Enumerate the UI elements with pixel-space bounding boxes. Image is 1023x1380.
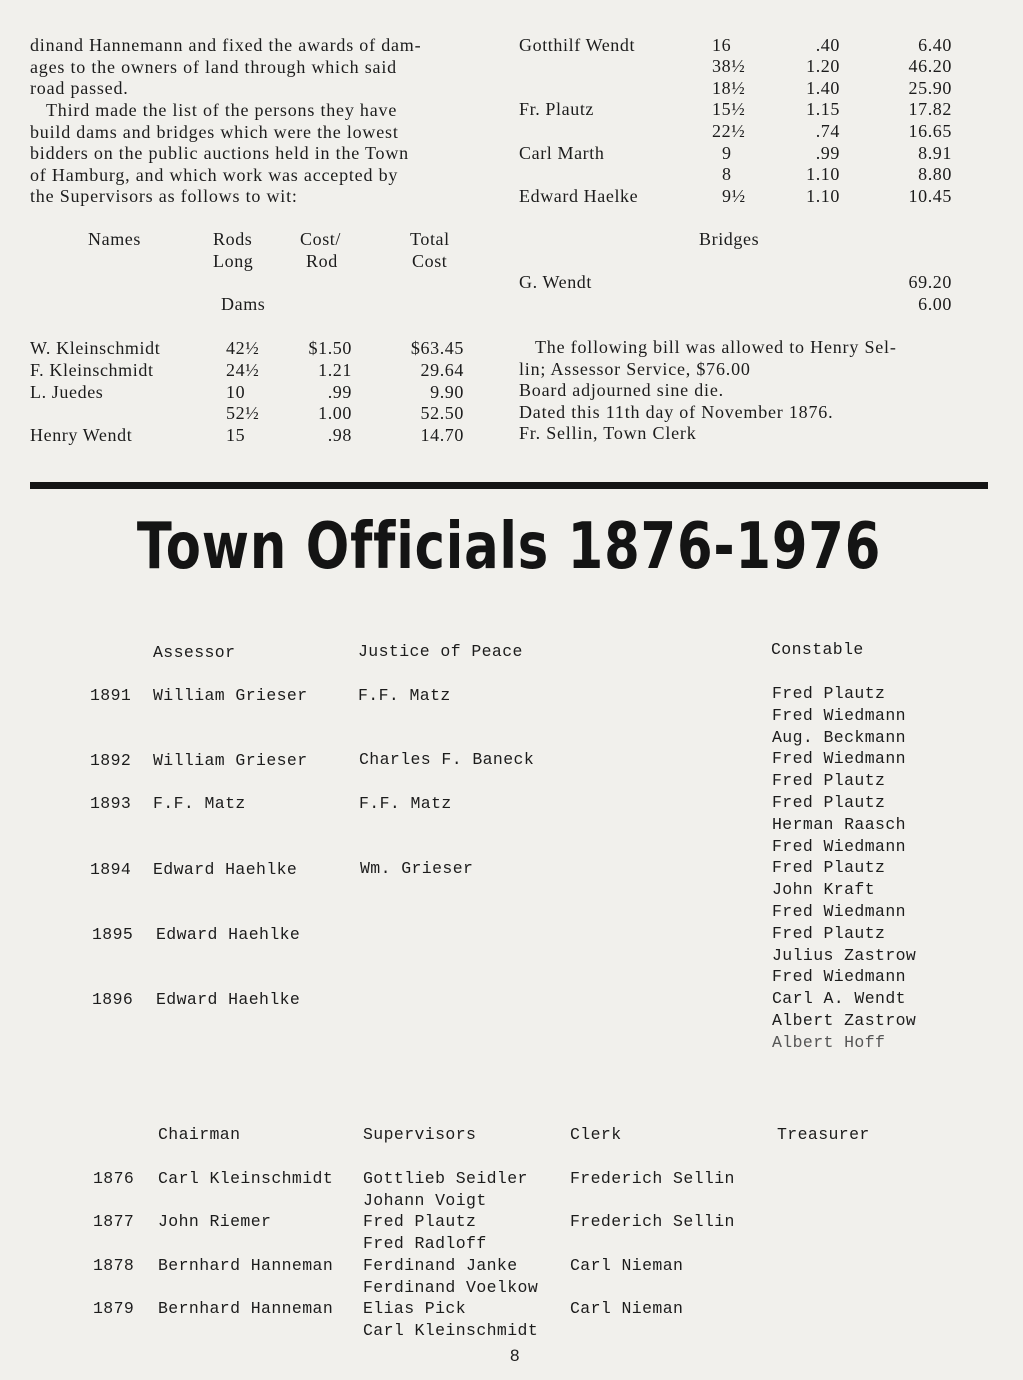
row-justice: Charles F. Baneck [359, 750, 535, 769]
list-item: Albert Zastrow [772, 1010, 917, 1030]
row-clerk: Frederich Sellin [570, 1169, 735, 1188]
row-supervisor: Gottlieb Seidler [363, 1169, 528, 1188]
header-total: Total [410, 229, 450, 249]
row-total: 8.80 [918, 164, 952, 184]
row-name: W. Kleinschmidt [30, 338, 161, 358]
dams-label: Dams [221, 294, 266, 314]
third-paragraph [30, 100, 409, 208]
row-year: 1891 [90, 686, 132, 705]
row-chairman: John Riemer [158, 1212, 272, 1231]
header-supervisors: Supervisors [363, 1125, 477, 1144]
text-line: the Supervisors as follows to wit: [30, 186, 298, 207]
row-assessor: Edward Haehlke [156, 925, 301, 944]
header-rod: Rod [306, 251, 338, 271]
row-cost: .99 [815, 143, 840, 163]
list-item: Fred Plautz [772, 771, 886, 791]
row-cost: $1.50 [308, 338, 352, 358]
row-rods: 9 [722, 143, 732, 163]
row-rods: 52½ [226, 403, 260, 423]
row-justice: F.F. Matz [358, 686, 451, 705]
header-assessor: Assessor [153, 643, 236, 662]
header-treasurer: Treasurer [777, 1125, 870, 1144]
header-cost2: Cost [412, 251, 448, 271]
constable-list [772, 683, 916, 1054]
header-names: Names [88, 229, 141, 249]
text-line: Third made the list of the persons they have [46, 100, 398, 120]
row-assessor: Edward Haehlke [156, 990, 301, 1009]
text-line: dinand Hannemann and fixed the awards of dam- [30, 35, 422, 55]
row-supervisor: Elias Pick [363, 1299, 467, 1318]
text-line: build dams and bridges which were the lowest [30, 121, 399, 142]
horizontal-rule [30, 482, 988, 489]
text-line: bidders on the public auctions held in the Town [30, 143, 409, 164]
row-rods: 15½ [712, 99, 746, 119]
row-chairman: Bernhard Hanneman [158, 1256, 334, 1275]
text-line: road passed. [30, 78, 129, 99]
text-line: Dated this 11th day of November 1876. [519, 401, 834, 422]
row-supervisor: Carl Kleinschmidt [363, 1321, 539, 1340]
row-total: $63.45 [410, 338, 464, 358]
row-name: Carl Marth [519, 143, 605, 163]
row-year: 1878 [93, 1256, 135, 1275]
row-assessor: F.F. Matz [153, 794, 246, 813]
row-supervisor: Fred Radloff [363, 1234, 487, 1253]
header-chairman: Chairman [158, 1125, 241, 1144]
row-cost: 1.00 [318, 403, 352, 423]
row-year: 1892 [90, 751, 132, 770]
row-clerk: Frederich Sellin [570, 1212, 735, 1231]
row-cost: 1.40 [806, 78, 840, 98]
row-name: L. Juedes [30, 382, 104, 402]
row-cost: .98 [327, 425, 352, 445]
row-supervisor: Ferdinand Janke [363, 1256, 518, 1275]
row-cost: 1.21 [318, 360, 352, 380]
row-assessor: Edward Haehlke [153, 860, 298, 879]
list-item: Fred Wiedmann [772, 749, 906, 769]
row-assessor: William Grieser [153, 751, 308, 770]
row-total: 6.40 [918, 35, 952, 55]
row-name: Henry Wendt [30, 425, 133, 445]
list-item: John Kraft [772, 880, 876, 900]
list-item: Fred Plautz [772, 792, 886, 812]
row-chairman: Bernhard Hanneman [158, 1299, 334, 1318]
row-cost: 1.20 [806, 56, 840, 76]
row-rods: 38½ [712, 56, 746, 76]
row-cost: .99 [327, 382, 352, 402]
list-item: Aug. Beckmann [772, 727, 906, 747]
header-long: Long [213, 251, 254, 271]
row-name: Gotthilf Wendt [519, 35, 636, 55]
row-rods: 18½ [712, 78, 746, 98]
text-line: ages to the owners of land through which said [30, 56, 397, 77]
row-total: 10.45 [908, 186, 952, 206]
row-year: 1877 [93, 1212, 135, 1231]
bridge-amount: 69.20 [908, 272, 952, 292]
row-assessor: William Grieser [153, 686, 308, 705]
list-item: Albert Hoff [772, 1032, 886, 1052]
row-supervisor: Johann Voigt [363, 1191, 487, 1210]
row-rods: 24½ [226, 360, 260, 380]
row-cost: .74 [815, 121, 840, 141]
row-supervisor: Fred Plautz [363, 1212, 477, 1231]
row-rods: 22½ [712, 121, 746, 141]
row-cost: 1.10 [806, 186, 840, 206]
row-clerk: Carl Nieman [570, 1299, 684, 1318]
list-item: Fred Plautz [772, 858, 886, 878]
bridge-name: G. Wendt [519, 272, 593, 292]
bridge-amount: 6.00 [918, 294, 952, 314]
row-total: 52.50 [420, 403, 464, 423]
row-cost: 1.10 [806, 164, 840, 184]
bridges-label: Bridges [699, 229, 760, 249]
row-cost: 1.15 [806, 99, 840, 119]
row-name: Edward Haelke [519, 186, 639, 206]
text-line: lin; Assessor Service, $76.00 [519, 358, 751, 379]
row-total: 8.91 [918, 143, 952, 163]
row-total: 16.65 [908, 121, 952, 141]
row-rods: 9½ [722, 186, 746, 206]
row-year: 1879 [93, 1299, 135, 1318]
list-item: Fred Wiedmann [772, 836, 906, 856]
intro-paragraph [30, 35, 421, 100]
row-justice: F.F. Matz [359, 794, 452, 813]
row-total: 46.20 [908, 56, 952, 76]
row-cost: .40 [815, 35, 840, 55]
row-year: 1894 [90, 860, 132, 879]
list-item: Fred Wiedmann [772, 705, 906, 725]
row-chairman: Carl Kleinschmidt [158, 1169, 334, 1188]
row-total: 14.70 [420, 425, 464, 445]
row-total: 29.64 [420, 360, 464, 380]
page-number: 8 [510, 1346, 520, 1365]
row-name: F. Kleinschmidt [30, 360, 154, 380]
header-rods: Rods [213, 229, 253, 249]
list-item: Julius Zastrow [772, 945, 917, 965]
row-supervisor: Ferdinand Voelkow [363, 1278, 539, 1297]
row-year: 1893 [90, 794, 132, 813]
list-item: Carl A. Wendt [772, 989, 906, 1009]
row-year: 1896 [92, 990, 134, 1009]
row-name: Fr. Plautz [519, 99, 595, 119]
text-line: Board adjourned sine die. [519, 380, 724, 401]
closing-paragraph [519, 337, 897, 445]
row-rods: 10 [226, 382, 246, 402]
list-item: Fred Plautz [772, 923, 886, 943]
row-rods: 16 [712, 35, 732, 55]
row-total: 9.90 [430, 382, 464, 402]
row-rods: 8 [722, 164, 732, 184]
row-total: 25.90 [908, 78, 952, 98]
list-item: Herman Raasch [772, 814, 906, 834]
text-line: of Hamburg, and which work was accepted by [30, 164, 399, 185]
list-item: Fred Wiedmann [772, 901, 906, 921]
page-title: Town Officials 1876-1976 [136, 510, 882, 584]
header-constable: Constable [771, 640, 864, 659]
row-rods: 42½ [226, 338, 260, 358]
row-justice: Wm. Grieser [360, 859, 474, 878]
list-item: Fred Wiedmann [772, 967, 906, 987]
header-clerk: Clerk [570, 1125, 622, 1144]
row-rods: 15 [226, 425, 246, 445]
row-year: 1876 [93, 1169, 135, 1188]
list-item: Fred Plautz [772, 684, 886, 703]
row-total: 17.82 [908, 99, 952, 119]
header-justice: Justice of Peace [358, 642, 523, 661]
text-line: The following bill was allowed to Henry Sel- [535, 337, 897, 357]
row-year: 1895 [92, 925, 134, 944]
text-line: Fr. Sellin, Town Clerk [519, 423, 697, 444]
row-clerk: Carl Nieman [570, 1256, 684, 1275]
header-cost: Cost/ [300, 229, 342, 249]
